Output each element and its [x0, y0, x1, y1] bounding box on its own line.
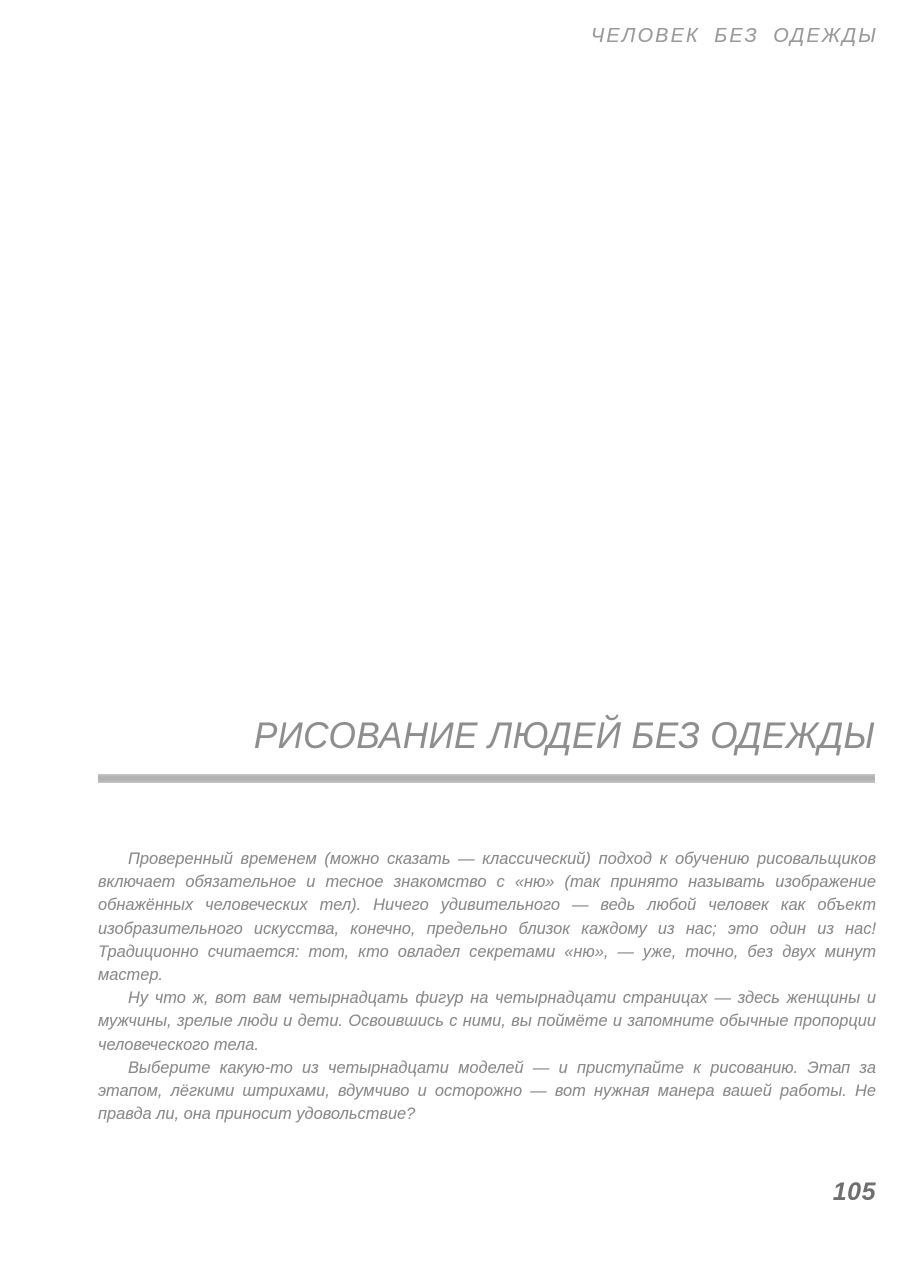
paragraph: Проверенный временем (можно сказать — классический) подход к обучению рисовальщиков включает обязательное и тесное знакомство с «ню» (так принято называть изображение обнажённых человеческих тел). Ничего удивительного — ведь любой человек как объект изобразительного искусства, конечно, предельно близок каждому из нас; это один из нас! Традиционно считается: тот, кто овладел секретами «ню», — уже, точно, без двух минут мастер. [98, 850, 876, 985]
paragraph: Ну что ж, вот вам четырнадцать фигур на четырнадцати страницах — здесь женщины и мужчины, зрелые люди и дети. Освоившись с ними, вы поймёте и запомните обычные пропорции человеческого тела. [98, 989, 876, 1054]
running-head: ЧЕЛОВЕК БЕЗ ОДЕЖДЫ [590, 24, 878, 47]
page-number: 105 [832, 1178, 876, 1206]
chapter-title: РИСОВАНИЕ ЛЮДЕЙ БЕЗ ОДЕЖДЫ [253, 715, 875, 756]
chapter-title-block [98, 714, 875, 783]
paragraph: Выберите какую-то из четырнадцати моделей — и приступайте к рисованию. Этап за этапом, лёгкими штрихами, вдумчиво и осторожно — вот нужная манера вашей работы. Не правда ли, она приносит удовольствие? [98, 1058, 876, 1124]
title-divider-rule [98, 774, 875, 783]
body-copy [98, 848, 876, 1126]
